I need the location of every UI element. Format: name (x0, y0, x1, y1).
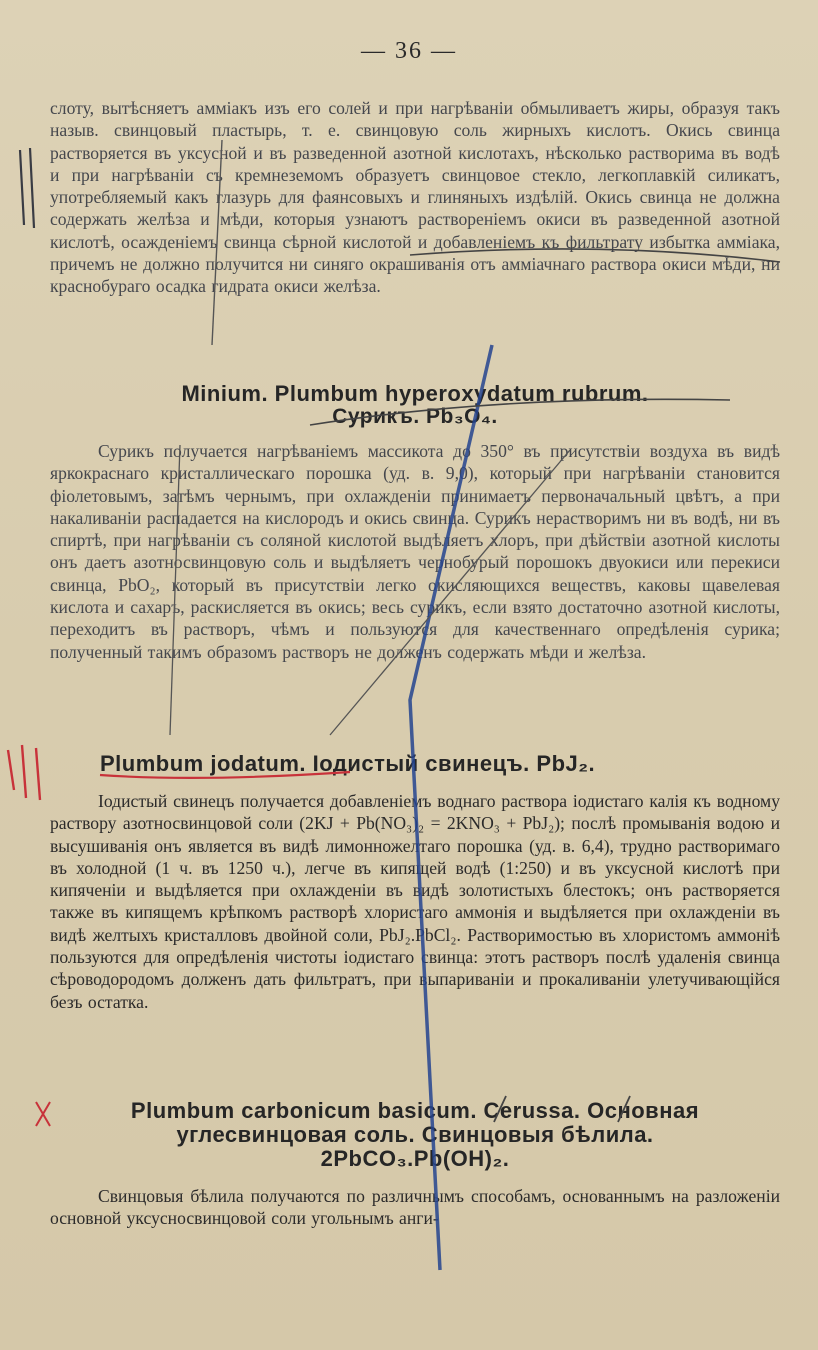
carbonicum-heading-line3: 2PbCO₃.Pb(OH)₂. (320, 1146, 510, 1171)
margin-double-bar-mark (20, 148, 34, 228)
jodatum-heading-latin: Plumbum jodatum. (100, 751, 306, 776)
paragraph-jodatum: Іодистый свинецъ получается добавленіемъ воднаго раствора іодистаго калія къ водному раствору азотносвинцовой соли (2KJ + Pb(NO₃)₂ = 2KNO₃ + PbJ₂); послѣ промыванія водою и высушиванія онъ является въ видѣ лимонножелтаго порошка (уд. в. 6,4), трудно растворимаго въ холодной (1 ч. въ 1250 ч.), легче въ кипящей водѣ (1:250) и въ уксусной кислотѣ при кипяченіи и выдѣляется при охлажденіи въ видѣ золотистыхъ блестокъ; онъ растворяется также въ кипящемъ крѣпкомъ растворѣ хлористаго аммонія и выдѣляется при охлажденіи въ видѣ желтыхъ кристалловъ двойной соли, PbJ₂.PbCl₂. Растворимостью въ хлористомъ аммоніѣ пользуются для опредѣленія чистоты іодистаго свинца: этотъ растворъ послѣ удаленія свинца сѣроводородомъ долженъ дать фильтратъ, при выпариваніи и прокаливаніи улетучивающійся безъ остатка. (50, 791, 780, 1012)
page-number: — 36 — (361, 38, 457, 64)
carbonicum-heading-line1: Plumbum carbonicum basicum. Cerussa. Основная (130, 1098, 700, 1123)
jodatum-heading (100, 752, 760, 776)
paragraph-litharge: слоту, вытѣсняетъ амміакъ изъ его солей и при нагрѣваніи обмыливаетъ жиры, образуя такъ назыв. свинцовый пластырь, т. е. свинцовую соль жирныхъ кислотъ. Окись свинца растворяется въ уксусной и въ разведенной азотной кислотахъ, нѣсколько растворима въ водѣ и при нагрѣваніи съ кремнеземомъ образуетъ свинцовое стекло, легкоплавкій силикатъ, употребляемый какъ глазурь для фаянсовыхъ и глиняныхъ издѣлій. Окись свинца не должна содержать желѣза и мѣди, которыя узнаютъ растворенiемъ окиси въ разведенной азотной кислотѣ, осажденіемъ свинца сѣрной кислотой и добавленіемъ къ фильтрату избытка амміака, причемъ не должно получится ни синяго окрашиванія отъ амміачнаго раствора окиси мѣди, ни краснобураго осадка гидрата окиси желѣза. (50, 98, 780, 297)
carbonicum-heading-line2: углесвинцовая соль. Свинцовыя бѣлила. (176, 1122, 654, 1147)
paragraph-carbonicum: Свинцовыя бѣлила получаются по различнымъ способамъ, основаннымъ на разложеніи основной уксусносвинцовой соли угольнымъ анги- (50, 1186, 780, 1229)
jodatum-heading-russian: Іодистый свинецъ. PbJ₂. (312, 751, 596, 776)
minium-heading-russian: Сурикъ. Pb₃O₄. (332, 405, 498, 428)
paragraph-minium: Сурикъ получается нагрѣваніемъ массикота до 350° въ присутствіи воздуха въ видѣ яркокраснаго кристаллическаго порошка (уд. в. 9,0), который при нагрѣваніи становится фіолетовымъ, затѣмъ чернымъ, при охлажденіи принимаетъ первоначальный цвѣтъ, а при накаливаніи распадается на кислородъ и окись свинца. Сурикъ нерастворимъ ни въ водѣ, ни въ спиртѣ, при нагрѣваніи съ соляной кислотой выдѣляетъ хлоръ, при дѣйствіи азотной кислоты онъ даетъ азотносвинцовую соль и выдѣляетъ чернобурый порошокъ двуокиси или перекиси свинца, PbO₂, который въ присутствіи легко окисляющихся веществъ, каковы щавелевая кислота и сахаръ, раскисляется въ окись; весь сурикъ, если взято достаточно азотной кислоты, переходитъ въ растворъ, чѣмъ и пользуются для качественнаго опредѣленія сурика; полученный такимъ образомъ растворъ не долженъ содержать мѣди и желѣза. (50, 441, 780, 662)
minium-heading-latin: Minium. Plumbum hyperoxydatum rubrum. (181, 381, 649, 406)
red-margin-mark (8, 745, 40, 800)
